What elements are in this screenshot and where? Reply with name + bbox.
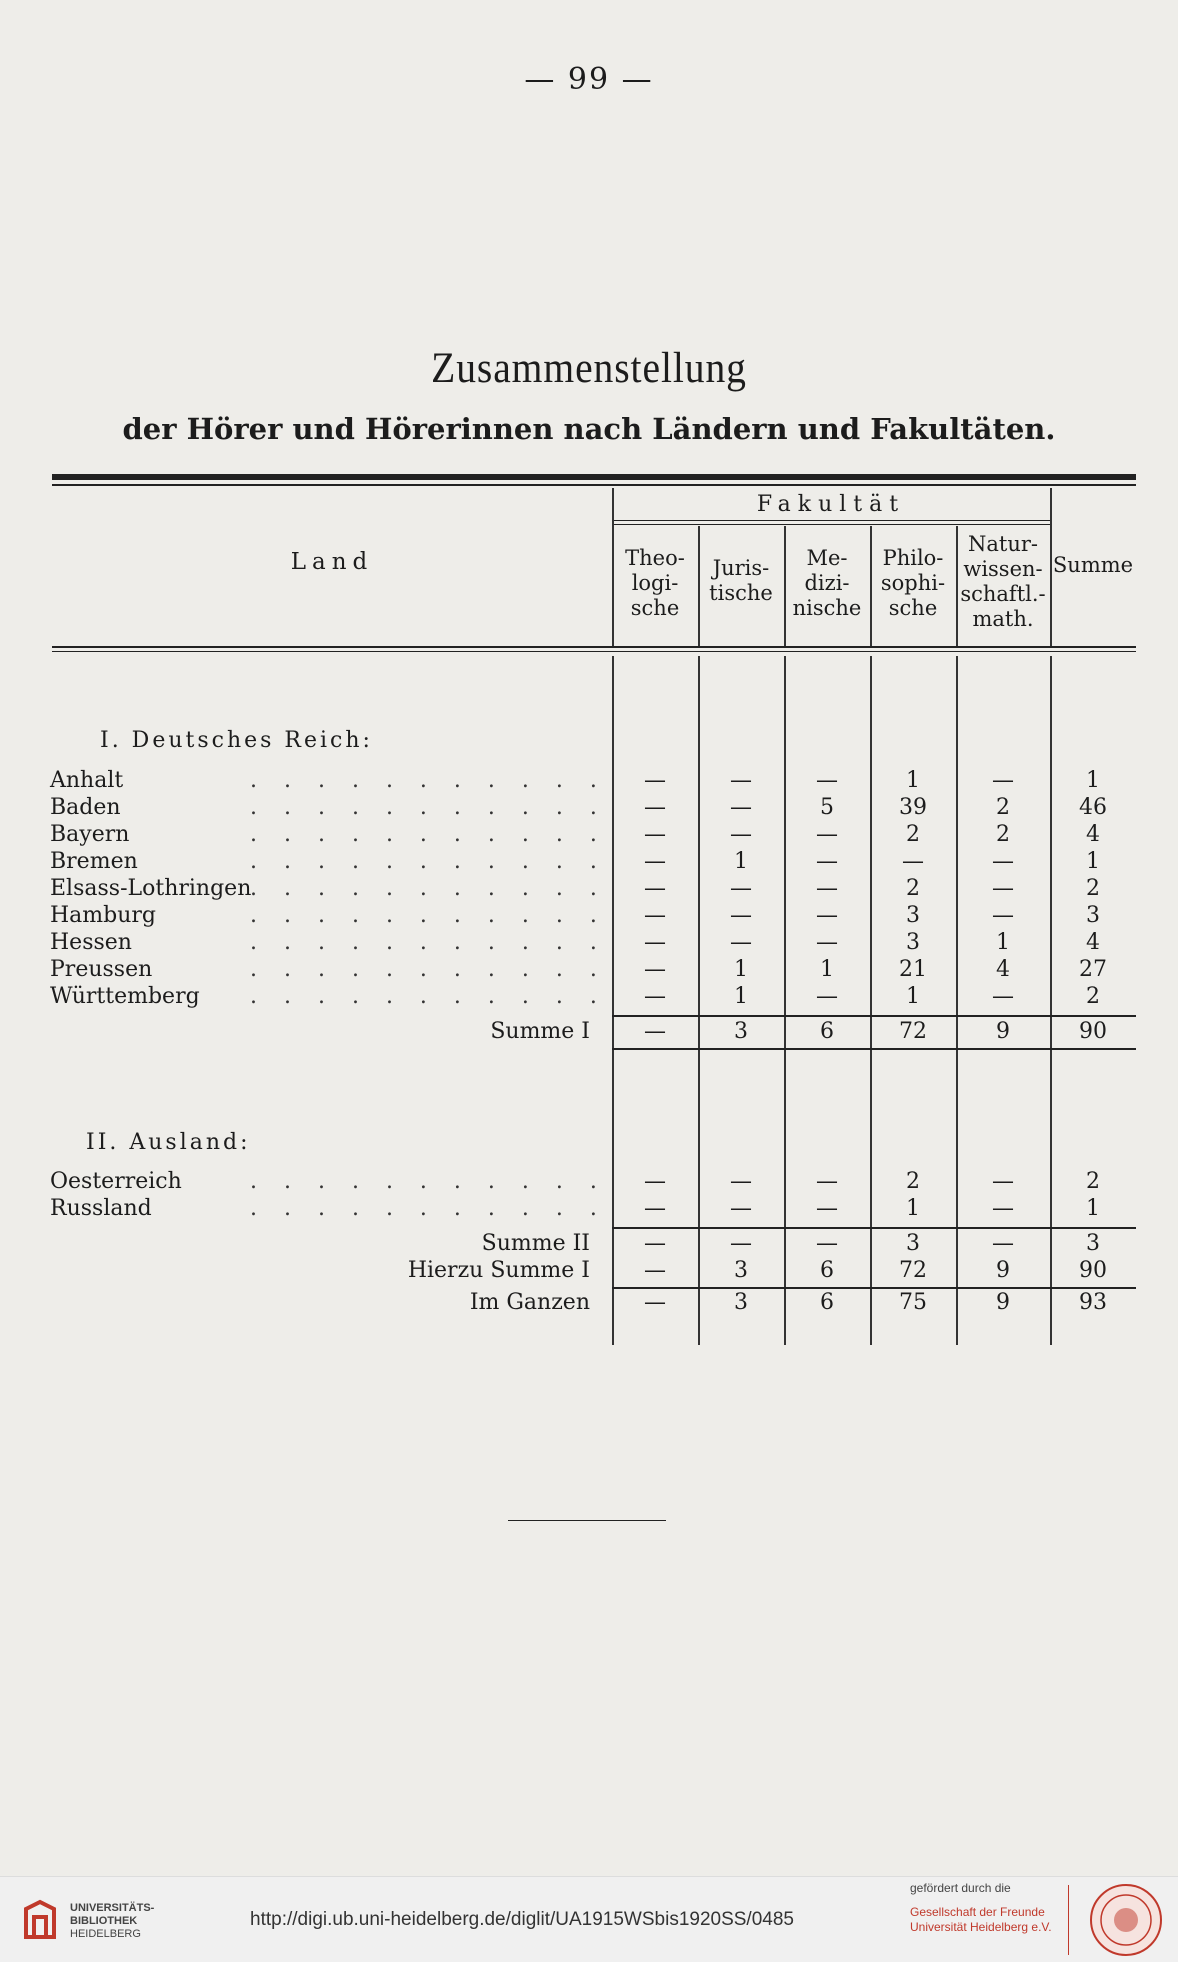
leader-dots: . . . . . . . . . . . bbox=[250, 903, 607, 928]
column-header: wissen- bbox=[963, 557, 1043, 581]
leader-dots: . . . . . . . . . . . bbox=[250, 768, 607, 793]
sum-cell: 3 bbox=[1086, 1231, 1100, 1256]
header-land: Land bbox=[290, 549, 374, 575]
table-cell: — bbox=[730, 795, 752, 820]
sum-cell: 9 bbox=[996, 1258, 1010, 1283]
table-cell: — bbox=[644, 903, 666, 928]
table-cell: — bbox=[992, 1196, 1014, 1221]
funder-name-line-2: Universität Heidelberg e.V. bbox=[910, 1920, 1052, 1934]
table-cell: 1 bbox=[906, 984, 920, 1009]
table-cell: 46 bbox=[1079, 795, 1107, 820]
table-cell: 1 bbox=[734, 957, 748, 982]
table-cell: 27 bbox=[1079, 957, 1107, 982]
sum-cell: 3 bbox=[906, 1231, 920, 1256]
table-cell: 2 bbox=[996, 822, 1010, 847]
column-header: Theo- bbox=[625, 546, 685, 570]
faculty-underline bbox=[612, 520, 1050, 521]
table-cell: — bbox=[816, 768, 838, 793]
sum-cell: — bbox=[992, 1231, 1014, 1256]
sum-cell: — bbox=[730, 1231, 752, 1256]
table-cell: 4 bbox=[1086, 822, 1100, 847]
summe1-bottom-rule bbox=[612, 1048, 1136, 1050]
table-cell: — bbox=[644, 930, 666, 955]
table-cell: — bbox=[644, 957, 666, 982]
header-summe: Summe bbox=[1052, 553, 1134, 577]
table-cell: 4 bbox=[996, 957, 1010, 982]
leader-dots: . . . . . . . . . . . bbox=[250, 930, 607, 955]
table-cell: — bbox=[644, 1196, 666, 1221]
leader-dots: . . . . . . . . . . . bbox=[250, 795, 607, 820]
table-cell: — bbox=[816, 876, 838, 901]
sum-cell: 9 bbox=[996, 1290, 1010, 1315]
table-cell: — bbox=[730, 930, 752, 955]
table-cell: 3 bbox=[906, 903, 920, 928]
table-cell: — bbox=[992, 768, 1014, 793]
table-cell: — bbox=[644, 876, 666, 901]
table-cell: 1 bbox=[996, 930, 1010, 955]
sum-cell: 90 bbox=[1079, 1258, 1107, 1283]
column-header: logi- bbox=[631, 571, 679, 595]
table-cell: 1 bbox=[1086, 768, 1100, 793]
table-cell: 1 bbox=[820, 957, 834, 982]
table-cell: 1 bbox=[906, 768, 920, 793]
leader-dots: . . . . . . . . . . . bbox=[250, 822, 607, 847]
sum-cell: 3 bbox=[734, 1019, 748, 1044]
table-cell: 1 bbox=[1086, 1196, 1100, 1221]
table-cell: 2 bbox=[1086, 984, 1100, 1009]
table-cell: 2 bbox=[906, 822, 920, 847]
sum-cell: 93 bbox=[1079, 1290, 1107, 1315]
table-cell: — bbox=[816, 1169, 838, 1194]
table-top-rule-thin bbox=[52, 484, 1136, 486]
sum-cell: 6 bbox=[820, 1290, 834, 1315]
leader-dots: . . . . . . . . . . . bbox=[250, 957, 607, 982]
column-header: nische bbox=[792, 596, 862, 620]
sum-cell: — bbox=[644, 1258, 666, 1283]
table-cell: 2 bbox=[906, 1169, 920, 1194]
summe2-top-rule bbox=[612, 1227, 1136, 1229]
table-row-label: Russland bbox=[50, 1196, 152, 1221]
table-cell: 2 bbox=[906, 876, 920, 901]
table-cell: — bbox=[816, 822, 838, 847]
column-header: sche bbox=[888, 596, 938, 620]
table-cell: — bbox=[730, 903, 752, 928]
table-cell: — bbox=[730, 822, 752, 847]
sum-cell: 3 bbox=[734, 1258, 748, 1283]
table-cell: 1 bbox=[734, 984, 748, 1009]
sum-cell: 72 bbox=[899, 1019, 927, 1044]
table-cell: — bbox=[644, 1169, 666, 1194]
header-bottom-rule-2 bbox=[52, 651, 1136, 652]
column-header: sophi- bbox=[880, 571, 946, 595]
source-url-link[interactable]: http://digi.ub.uni-heidelberg.de/diglit/UA1915WSbis1920SS/0485 bbox=[250, 1909, 794, 1930]
total-top-rule bbox=[612, 1287, 1136, 1289]
table-cell: — bbox=[902, 849, 924, 874]
table-cell: — bbox=[992, 1169, 1014, 1194]
header-bottom-rule bbox=[52, 646, 1136, 648]
table-cell: — bbox=[644, 822, 666, 847]
column-header: Natur- bbox=[968, 532, 1038, 556]
sum-cell: — bbox=[644, 1019, 666, 1044]
table-cell: — bbox=[644, 984, 666, 1009]
im-ganzen-label: Im Ganzen bbox=[469, 1290, 590, 1315]
column-divider bbox=[870, 656, 872, 1345]
table-top-rule bbox=[52, 474, 1136, 480]
sum-cell: — bbox=[816, 1231, 838, 1256]
sum-cell: 9 bbox=[996, 1019, 1010, 1044]
table-cell: — bbox=[816, 984, 838, 1009]
table-cell: — bbox=[816, 849, 838, 874]
table-cell: — bbox=[730, 1196, 752, 1221]
funded-by-label: gefördert durch die bbox=[910, 1881, 1011, 1895]
table-cell: — bbox=[992, 984, 1014, 1009]
section-heading-deutsches-reich: I. Deutsches Reich: bbox=[100, 728, 373, 753]
table-cell: 2 bbox=[1086, 1169, 1100, 1194]
table-cell: — bbox=[816, 903, 838, 928]
table-cell: — bbox=[992, 876, 1014, 901]
summe-i-label: Summe I bbox=[490, 1019, 590, 1044]
page-number: — 99 — bbox=[524, 62, 654, 97]
column-divider bbox=[612, 656, 614, 1345]
column-header: math. bbox=[972, 607, 1034, 631]
column-header: dizi- bbox=[804, 571, 850, 595]
column-divider bbox=[784, 656, 786, 1345]
table-cell: — bbox=[992, 903, 1014, 928]
library-logo-icon bbox=[20, 1899, 60, 1941]
table-cell: — bbox=[730, 1169, 752, 1194]
column-header: Juris- bbox=[712, 556, 770, 580]
section-heading-ausland: II. Ausland: bbox=[86, 1130, 251, 1155]
university-seal-icon bbox=[1088, 1882, 1164, 1962]
sum-cell: 90 bbox=[1079, 1019, 1107, 1044]
column-header: sche bbox=[630, 596, 680, 620]
table-cell: 1 bbox=[1086, 849, 1100, 874]
library-name-line-3: HEIDELBERG bbox=[70, 1928, 141, 1940]
table-cell: — bbox=[730, 768, 752, 793]
table-row-label: Hamburg bbox=[50, 903, 157, 928]
column-header: Me- bbox=[806, 546, 848, 570]
table-cell: 21 bbox=[899, 957, 927, 982]
column-divider bbox=[1050, 656, 1052, 1345]
column-header: tische bbox=[709, 581, 773, 605]
table-row-label: Bayern bbox=[50, 822, 130, 847]
footer-divider bbox=[1068, 1885, 1069, 1955]
sum-cell: — bbox=[644, 1290, 666, 1315]
table-cell: — bbox=[816, 930, 838, 955]
table-row-label: Bremen bbox=[50, 849, 138, 874]
sum-cell: 3 bbox=[734, 1290, 748, 1315]
table-cell: — bbox=[644, 849, 666, 874]
table-row-label: Preussen bbox=[50, 957, 153, 982]
table-row-label: Oesterreich bbox=[50, 1169, 182, 1194]
table-cell: 2 bbox=[1086, 876, 1100, 901]
library-name-line-1: UNIVERSITÄTS- bbox=[70, 1902, 155, 1914]
table-cell: 2 bbox=[996, 795, 1010, 820]
summe1-top-rule bbox=[612, 1015, 1136, 1017]
table-row-label: Württemberg bbox=[50, 984, 200, 1009]
table-cell: 3 bbox=[906, 930, 920, 955]
table-cell: 39 bbox=[899, 795, 927, 820]
table-cell: — bbox=[644, 768, 666, 793]
table-row-label: Anhalt bbox=[50, 768, 124, 793]
sum-cell: 6 bbox=[820, 1019, 834, 1044]
footer-bar bbox=[0, 1876, 1178, 1962]
table-cell: 3 bbox=[1086, 903, 1100, 928]
column-header: schaftl.- bbox=[960, 582, 1046, 606]
header-fakultaet: Fakultät bbox=[756, 492, 906, 517]
table-row-label: Baden bbox=[50, 795, 121, 820]
sum-cell: 75 bbox=[899, 1290, 927, 1315]
leader-dots: . . . . . . . . . . . bbox=[250, 1196, 607, 1221]
sum-cell: 72 bbox=[899, 1258, 927, 1283]
leader-dots: . . . . . . . . . . . bbox=[250, 984, 607, 1009]
table-cell: — bbox=[816, 1196, 838, 1221]
library-name-line-2: BIBLIOTHEK bbox=[70, 1915, 138, 1927]
sum-cell: 6 bbox=[820, 1258, 834, 1283]
sum-cell: — bbox=[644, 1231, 666, 1256]
leader-dots: . . . . . . . . . . . bbox=[250, 849, 607, 874]
closing-rule bbox=[508, 1520, 666, 1521]
page-subtitle: der Hörer und Hörerinnen nach Ländern und Fakultäten. bbox=[122, 412, 1056, 446]
table-cell: 1 bbox=[734, 849, 748, 874]
table-cell: 1 bbox=[906, 1196, 920, 1221]
table-row-label: Elsass-Lothringen bbox=[50, 876, 252, 901]
hierzu-summe-i-label: Hierzu Summe I bbox=[407, 1258, 590, 1283]
column-divider bbox=[698, 656, 700, 1345]
table-cell: 5 bbox=[820, 795, 834, 820]
table-cell: — bbox=[992, 849, 1014, 874]
table-row-label: Hessen bbox=[50, 930, 132, 955]
summe-ii-label: Summe II bbox=[481, 1231, 590, 1256]
column-header: Philo- bbox=[882, 546, 944, 570]
faculty-underline-2 bbox=[612, 524, 1050, 525]
funder-name-line-1: Gesellschaft der Freunde bbox=[910, 1905, 1045, 1919]
table-cell: — bbox=[644, 795, 666, 820]
page-title: Zusammenstellung bbox=[431, 345, 747, 392]
table-cell: — bbox=[730, 876, 752, 901]
leader-dots: . . . . . . . . . . . bbox=[250, 1169, 607, 1194]
column-divider bbox=[956, 656, 958, 1345]
table-cell: 4 bbox=[1086, 930, 1100, 955]
leader-dots: . . . . . . . . . . . bbox=[250, 876, 607, 901]
